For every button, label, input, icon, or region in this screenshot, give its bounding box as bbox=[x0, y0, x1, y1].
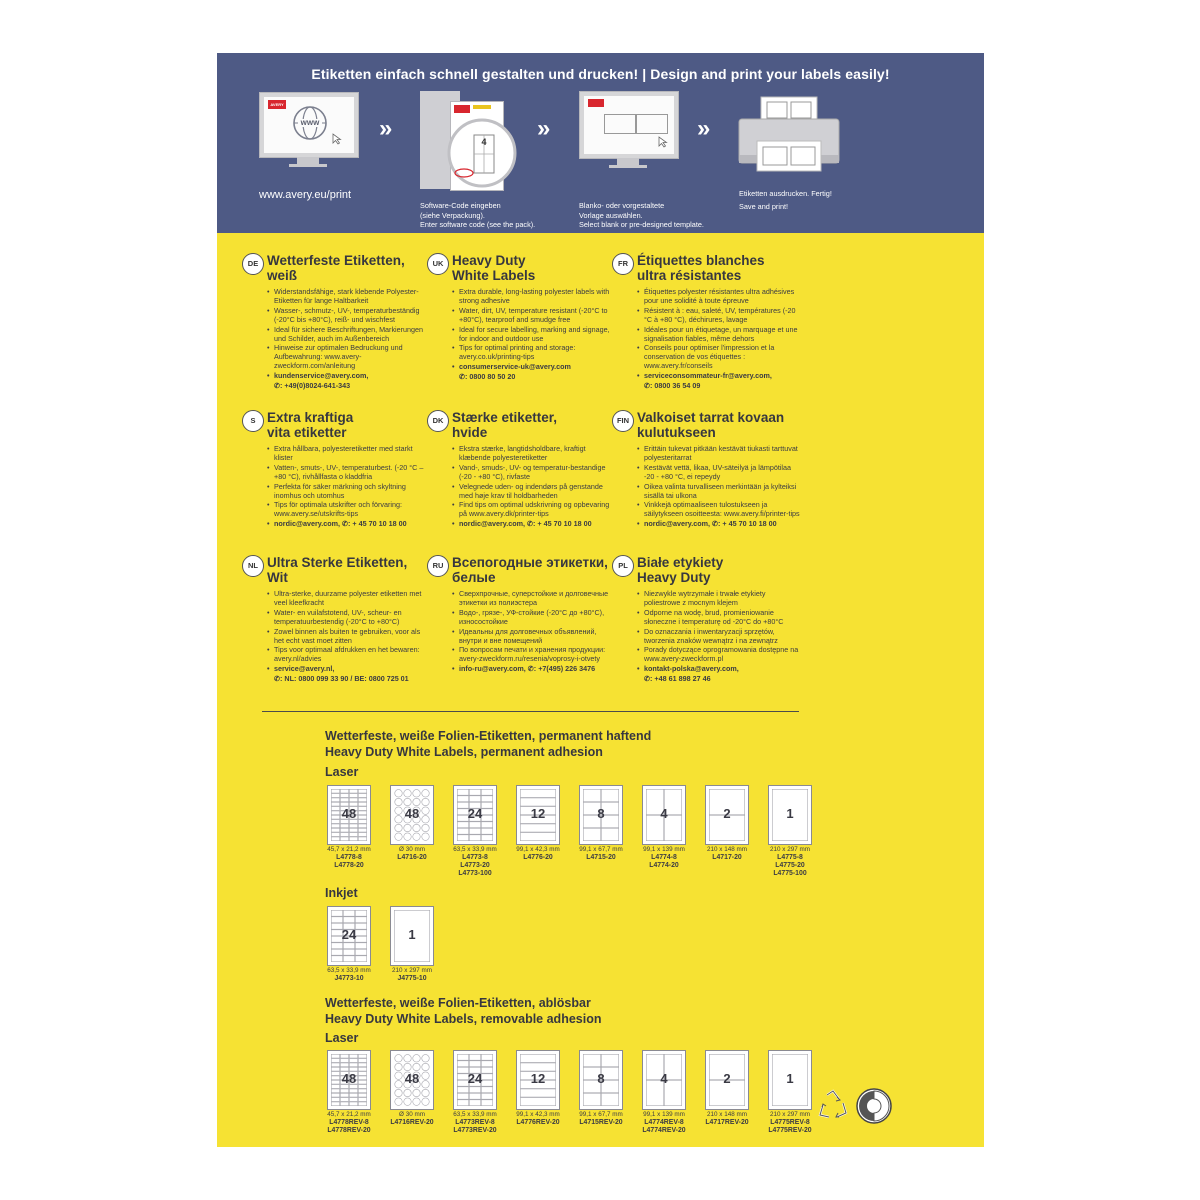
contact-email: • nordic@avery.com, ✆: + 45 70 10 18 00 bbox=[267, 520, 432, 529]
label-dimensions: 99,1 x 139 mm bbox=[643, 1111, 685, 1118]
product-code: L4773-8 bbox=[462, 854, 488, 861]
product-code: L4773-100 bbox=[458, 870, 492, 877]
product-code: L4778-8 bbox=[336, 854, 362, 861]
contact-email: • consumerservice-uk@avery.com bbox=[452, 363, 617, 372]
language-title: Ultra Sterke Etiketten, Wit bbox=[267, 555, 408, 585]
label-count: 2 bbox=[723, 1071, 731, 1086]
product-caption bbox=[315, 967, 383, 983]
product-caption bbox=[693, 846, 761, 862]
label-dimensions: 99,1 x 67,7 mm bbox=[579, 1111, 623, 1118]
product-sheet bbox=[217, 53, 984, 1147]
product-caption bbox=[441, 846, 509, 878]
product-caption bbox=[567, 1111, 635, 1127]
cursor-icon bbox=[658, 136, 668, 148]
feature-item: • Do oznaczania i inwentaryzacji sprzętów, tworzenia znaków wewnątrz i na zewnątrz bbox=[637, 628, 802, 646]
label-count: 48 bbox=[404, 806, 420, 821]
removable-heading-en: Heavy Duty White Labels, removable adhesion bbox=[325, 1012, 602, 1026]
label-dimensions: 210 x 297 mm bbox=[770, 1111, 810, 1118]
product-code: L4775-8 bbox=[777, 854, 803, 861]
label-sheet-thumbnail bbox=[516, 785, 560, 845]
product-caption bbox=[378, 1111, 446, 1127]
label-dimensions: 210 x 148 mm bbox=[707, 1111, 747, 1118]
feature-item: • Idéales pour un étiquetage, un marquage et une signalisation fiables, même dehors bbox=[637, 326, 802, 344]
label-count: 4 bbox=[660, 1071, 668, 1086]
product-code: L4778REV-8 bbox=[329, 1119, 369, 1126]
step4-caption-en: Save and print! bbox=[739, 201, 789, 211]
product-code: L4778REV-20 bbox=[327, 1127, 371, 1134]
feature-item: • Vinkkejä optimaaliseen tulostukseen ja säilytykseen osoitteesta: www.avery.fi/printer-tips bbox=[637, 501, 802, 519]
product-code: L4775-100 bbox=[773, 870, 807, 877]
language-badge: UK bbox=[427, 253, 449, 275]
label-dimensions: 99,1 x 42,3 mm bbox=[516, 846, 560, 853]
www-label: www bbox=[300, 118, 320, 127]
chevron-right-icon: » bbox=[379, 115, 393, 142]
product-code: L4775-20 bbox=[775, 862, 805, 869]
chevron-right-icon: » bbox=[537, 115, 551, 142]
product-caption bbox=[630, 846, 698, 870]
product-caption bbox=[504, 846, 572, 862]
label-sheet-thumbnail bbox=[768, 1050, 812, 1110]
removable-laser-label: Laser bbox=[325, 1031, 359, 1045]
feature-item: • Water, dirt, UV, temperature resistant (-20°C to +80°C), tearproof and smudge free bbox=[452, 307, 617, 325]
feature-item: • Étiquettes polyester résistantes ultra adhésives pour une solidité à toute épreuve bbox=[637, 288, 802, 306]
product-code: L4773REV-8 bbox=[455, 1119, 495, 1126]
feature-item: • Odporne na wodę, brud, promieniowanie słoneczne i temperaturę od -20°C do +80°C bbox=[637, 609, 802, 627]
step4-caption-de: Etiketten ausdrucken. Fertig! bbox=[739, 189, 832, 198]
language-badge: S bbox=[242, 410, 264, 432]
step3-caption-en: Select blank or pre-designed template. bbox=[579, 220, 704, 229]
product-code: L4717REV-20 bbox=[705, 1119, 749, 1126]
label-count: 48 bbox=[341, 806, 357, 821]
label-sheet-thumbnail bbox=[453, 1050, 497, 1110]
label-dimensions: 210 x 148 mm bbox=[707, 846, 747, 853]
feature-item: • Extra durable, long-lasting polyester labels with strong adhesive bbox=[452, 288, 617, 306]
feature-item: • Zowel binnen als buiten te gebruiken, voor als het echt vast moet zitten bbox=[267, 628, 432, 646]
label-dimensions: 45,7 x 21,2 mm bbox=[327, 1111, 371, 1118]
permanent-heading-de: Wetterfeste, weiße Folien-Etiketten, permanent haftend bbox=[325, 729, 652, 743]
label-sheet-thumbnail bbox=[390, 1050, 434, 1110]
label-sheet-thumbnail bbox=[327, 906, 371, 966]
removable-heading-de: Wetterfeste, weiße Folien-Etiketten, ablösbar bbox=[325, 996, 591, 1010]
feature-item: • Kestävät vettä, likaa, UV-säteilyä ja lämpötilaa -20 - +80 °C, ei repeydy bbox=[637, 464, 802, 482]
product-code: L4716REV-20 bbox=[390, 1119, 434, 1126]
product-code: L4774REV-20 bbox=[642, 1127, 686, 1134]
contact-email: • info-ru@avery.com, ✆: +7(495) 226 3476 bbox=[452, 665, 617, 674]
language-title: Valkoiset tarrat kovaan kulutukseen bbox=[637, 410, 785, 440]
contact-email: • kontakt-polska@avery.com, bbox=[637, 665, 802, 674]
label-count: 1 bbox=[786, 1071, 794, 1086]
feature-list bbox=[452, 445, 617, 530]
feature-item: • Velegnede uden- og indendørs på genstande med høje krav til holdbarheden bbox=[452, 483, 617, 501]
feature-item: • Tips for optimal printing and storage: avery.co.uk/printing-tips bbox=[452, 344, 617, 362]
product-caption bbox=[315, 1111, 383, 1135]
language-badge: FIN bbox=[612, 410, 634, 432]
permanent-laser-label: Laser bbox=[325, 765, 359, 779]
product-caption bbox=[441, 1111, 509, 1135]
language-badge: NL bbox=[242, 555, 264, 577]
feature-item: • Водо-, грязе-, УФ-стойкие (-20°C до +80°C), износостойкие bbox=[452, 609, 617, 627]
label-sheet-thumbnail bbox=[390, 906, 434, 966]
product-code: L4715REV-20 bbox=[579, 1119, 623, 1126]
product-caption bbox=[567, 846, 635, 862]
contact-phone: ✆: NL: 0800 099 33 90 / BE: 0800 725 01 bbox=[274, 674, 409, 684]
language-badge: RU bbox=[427, 555, 449, 577]
language-title: Stærke etiketter, hvide bbox=[452, 410, 558, 440]
product-code: L4774REV-8 bbox=[644, 1119, 684, 1126]
feature-item: • Résistent à : eau, saleté, UV, températures (-20 °C à +80 °C), déchirures, lavage bbox=[637, 307, 802, 325]
feature-item: • Conseils pour optimiser l'impression et la conservation de vos étiquettes : www.avery.fr/conseils bbox=[637, 344, 802, 371]
product-code: L4717-20 bbox=[712, 854, 742, 861]
language-title: Białe etykiety Heavy Duty bbox=[637, 555, 724, 585]
feature-item: • Niezwykle wytrzymałe i trwałe etykiety poliestrowe z mocnym klejem bbox=[637, 590, 802, 608]
feature-list bbox=[637, 445, 802, 530]
feature-item: • Tips voor optimaal afdrukken en het bewaren: avery.nl/advies bbox=[267, 646, 432, 664]
contact-phone: ✆: 0800 36 54 09 bbox=[644, 381, 701, 391]
step-select-template bbox=[579, 91, 709, 231]
feature-item: • Water- en vuilafstotend, UV-, scheur- en temperatuurbestendig (-20°C to +80°C) bbox=[267, 609, 432, 627]
label-count: 12 bbox=[530, 806, 546, 821]
divider bbox=[262, 711, 799, 712]
product-code: L4774-20 bbox=[649, 862, 679, 869]
feature-item: • Сверхпрочные, суперстойкие и долговечные этикетки из полиэстера bbox=[452, 590, 617, 608]
product-caption bbox=[756, 1111, 824, 1135]
language-badge: FR bbox=[612, 253, 634, 275]
feature-list bbox=[267, 288, 432, 391]
avery-logo-icon: AVERY bbox=[268, 100, 286, 109]
feature-list bbox=[267, 445, 432, 530]
feature-item: • Perfekta för säker märkning och skyltning inomhus och utomhus bbox=[267, 483, 432, 501]
feature-item: • По вопросам печати и хранения продукции: avery-zweckform.ru/resenia/voprosy-i-otvety bbox=[452, 646, 617, 664]
contact-phone: ✆: +49(0)8024-641-343 bbox=[274, 381, 351, 391]
feature-item: • Oikea valinta turvalliseen merkintään ja kylteiksi sisällä tai ulkona bbox=[637, 483, 802, 501]
label-sheet-thumbnail bbox=[579, 785, 623, 845]
step2-caption-de: Software-Code eingeben (siehe Verpackung). bbox=[420, 201, 501, 220]
language-title: Всепогодные этикетки, белые bbox=[452, 555, 608, 585]
label-dimensions: 210 x 297 mm bbox=[770, 846, 810, 853]
label-count: 1 bbox=[408, 927, 416, 942]
permanent-inkjet-label: Inkjet bbox=[325, 886, 358, 900]
contact-email: • nordic@avery.com, ✆: + 45 70 10 18 00 bbox=[637, 520, 802, 529]
contact-email: • serviceconsommateur-fr@avery.com, bbox=[637, 372, 802, 381]
label-dimensions: 63,5 x 33,9 mm bbox=[327, 967, 371, 974]
label-sheet-thumbnail bbox=[516, 1050, 560, 1110]
step-software-code bbox=[420, 91, 536, 231]
label-sheet-thumbnail bbox=[579, 1050, 623, 1110]
step3-caption-de: Blanko- oder vorgestaltete Vorlage auswählen. bbox=[579, 201, 665, 220]
label-sheet-thumbnail bbox=[768, 785, 812, 845]
label-count: 4 bbox=[660, 806, 668, 821]
step2-caption-en: Enter software code (see the pack). bbox=[420, 220, 536, 229]
label-count: 48 bbox=[404, 1071, 420, 1086]
magnifier-icon bbox=[444, 115, 520, 191]
label-dimensions: 99,1 x 139 mm bbox=[643, 846, 685, 853]
permanent-heading-en: Heavy Duty White Labels, permanent adhesion bbox=[325, 745, 603, 759]
label-dimensions: 63,5 x 33,9 mm bbox=[453, 846, 497, 853]
feature-item: • Vand-, smuds-, UV- og temperatur-bestandige (-20 - +80 °C), rivfaste bbox=[452, 464, 617, 482]
language-title: Wetterfeste Etiketten, weiß bbox=[267, 253, 405, 283]
label-count: 2 bbox=[723, 806, 731, 821]
language-badge: PL bbox=[612, 555, 634, 577]
banner-title: Etiketten einfach schnell gestalten und drucken! | Design and print your labels easily! bbox=[311, 66, 890, 82]
contact-phone: ✆: +48 61 898 27 46 bbox=[644, 674, 711, 684]
feature-item: • Widerstandsfähige, stark klebende Polyester-Etiketten für lange Haltbarkeit bbox=[267, 288, 432, 306]
feature-item: • Ideal for secure labelling, marking and signage, for indoor and outdoor use bbox=[452, 326, 617, 344]
feature-list bbox=[637, 590, 802, 684]
label-count: 8 bbox=[597, 806, 605, 821]
contact-email: • kundenservice@avery.com, bbox=[267, 372, 432, 381]
label-sheet-thumbnail bbox=[390, 785, 434, 845]
recycling-icon bbox=[815, 1089, 851, 1123]
chevron-right-icon: » bbox=[697, 115, 711, 142]
feature-item: • Porady dotyczące oprogramowania dostępne na www.avery-zweckform.pl bbox=[637, 646, 802, 664]
product-caption bbox=[315, 846, 383, 870]
printer-icon bbox=[737, 93, 841, 175]
product-caption bbox=[378, 846, 446, 862]
label-sheet-thumbnail bbox=[642, 1050, 686, 1110]
product-caption bbox=[693, 1111, 761, 1127]
language-badge: DK bbox=[427, 410, 449, 432]
product-caption bbox=[378, 967, 446, 983]
label-dimensions: 99,1 x 42,3 mm bbox=[516, 1111, 560, 1118]
label-dimensions: Ø 30 mm bbox=[399, 1111, 425, 1118]
product-code: L4773-20 bbox=[460, 862, 490, 869]
feature-list bbox=[637, 288, 802, 391]
product-caption bbox=[756, 846, 824, 878]
language-title: Heavy Duty White Labels bbox=[452, 253, 536, 283]
feature-item: • Ultra-sterke, duurzame polyester etiketten met veel kleefkracht bbox=[267, 590, 432, 608]
cursor-icon bbox=[332, 133, 342, 145]
label-sheet-thumbnail bbox=[705, 785, 749, 845]
product-code: L4716-20 bbox=[397, 854, 427, 861]
label-count: 24 bbox=[341, 927, 357, 942]
label-count: 1 bbox=[786, 806, 794, 821]
label-sheet-thumbnail bbox=[327, 785, 371, 845]
language-title: Étiquettes blanches ultra résistantes bbox=[637, 253, 765, 283]
product-code: L4773REV-20 bbox=[453, 1127, 497, 1134]
sheet-number: 4 bbox=[481, 137, 487, 147]
feature-list bbox=[267, 590, 432, 684]
contact-phone: ✆: 0800 80 50 20 bbox=[459, 372, 516, 382]
avery-url-link[interactable]: www.avery.eu/print bbox=[259, 189, 352, 201]
language-title: Extra kraftiga vita etiketter bbox=[267, 410, 354, 440]
feature-item: • Tips för optimala utskrifter och förvaring: www.avery.se/utskrifts-tips bbox=[267, 501, 432, 519]
label-dimensions: 210 x 297 mm bbox=[392, 967, 432, 974]
product-code: L4778-20 bbox=[334, 862, 364, 869]
label-count: 8 bbox=[597, 1071, 605, 1086]
label-count: 24 bbox=[467, 1071, 483, 1086]
label-sheet-thumbnail bbox=[642, 785, 686, 845]
feature-list bbox=[452, 590, 617, 675]
contact-email: • nordic@avery.com, ✆: + 45 70 10 18 00 bbox=[452, 520, 617, 529]
feature-item: • Extra hållbara, polyesteretiketter med starkt klister bbox=[267, 445, 432, 463]
feature-item: • Find tips om optimal udskrivning og opbevaring på www.avery.dk/printer-tips bbox=[452, 501, 617, 519]
feature-item: • Hinweise zur optimalen Bedruckung und Aufbewahrung: www.avery-zweckform.com/anleitung bbox=[267, 344, 432, 371]
product-code: J4775-10 bbox=[397, 975, 427, 982]
feature-item: • Идеальны для долговечных объявлений, внутри и вне помещений bbox=[452, 628, 617, 646]
feature-item: • Wasser-, schmutz-, UV-, temperaturbeständig (-20°C bis +80°C), reiß- und wischfest bbox=[267, 307, 432, 325]
feature-item: • Erittäin tukevat pitkään kestävät tiukasti tarttuvat polyesteritarrat bbox=[637, 445, 802, 463]
instruction-banner bbox=[217, 53, 984, 233]
feature-item: • Vatten-, smuts-, UV-, temperaturbest. (-20 °C – +80 °C), rivhållfasta o kladdfria bbox=[267, 464, 432, 482]
feature-item: • Ekstra stærke, langtidsholdbare, kraftigt klæbende polyesteretiketter bbox=[452, 445, 617, 463]
label-count: 48 bbox=[341, 1071, 357, 1086]
product-code: L4774-8 bbox=[651, 854, 677, 861]
product-caption bbox=[630, 1111, 698, 1135]
label-sheet-thumbnail bbox=[327, 1050, 371, 1110]
feature-item: • Ideal für sichere Beschriftungen, Markierungen und Schilder, auch im Außenbereich bbox=[267, 326, 432, 344]
product-code: L4776REV-20 bbox=[516, 1119, 560, 1126]
label-count: 24 bbox=[467, 806, 483, 821]
label-dimensions: 99,1 x 67,7 mm bbox=[579, 846, 623, 853]
label-sheet-thumbnail bbox=[705, 1050, 749, 1110]
step-website bbox=[259, 92, 359, 182]
contact-email: • service@avery.nl, bbox=[267, 665, 432, 674]
label-count: 12 bbox=[530, 1071, 546, 1086]
green-dot-icon bbox=[855, 1087, 893, 1125]
product-caption bbox=[504, 1111, 572, 1127]
product-code: L4776-20 bbox=[523, 854, 553, 861]
product-code: L4775REV-20 bbox=[768, 1127, 812, 1134]
language-badge: DE bbox=[242, 253, 264, 275]
label-dimensions: 45,7 x 21,2 mm bbox=[327, 846, 371, 853]
feature-list bbox=[452, 288, 617, 382]
product-code: L4715-20 bbox=[586, 854, 616, 861]
product-code: J4773-10 bbox=[334, 975, 364, 982]
label-dimensions: Ø 30 mm bbox=[399, 846, 425, 853]
product-code: L4775REV-8 bbox=[770, 1119, 810, 1126]
label-sheet-thumbnail bbox=[453, 785, 497, 845]
step-print bbox=[737, 93, 857, 233]
label-dimensions: 63,5 x 33,9 mm bbox=[453, 1111, 497, 1118]
